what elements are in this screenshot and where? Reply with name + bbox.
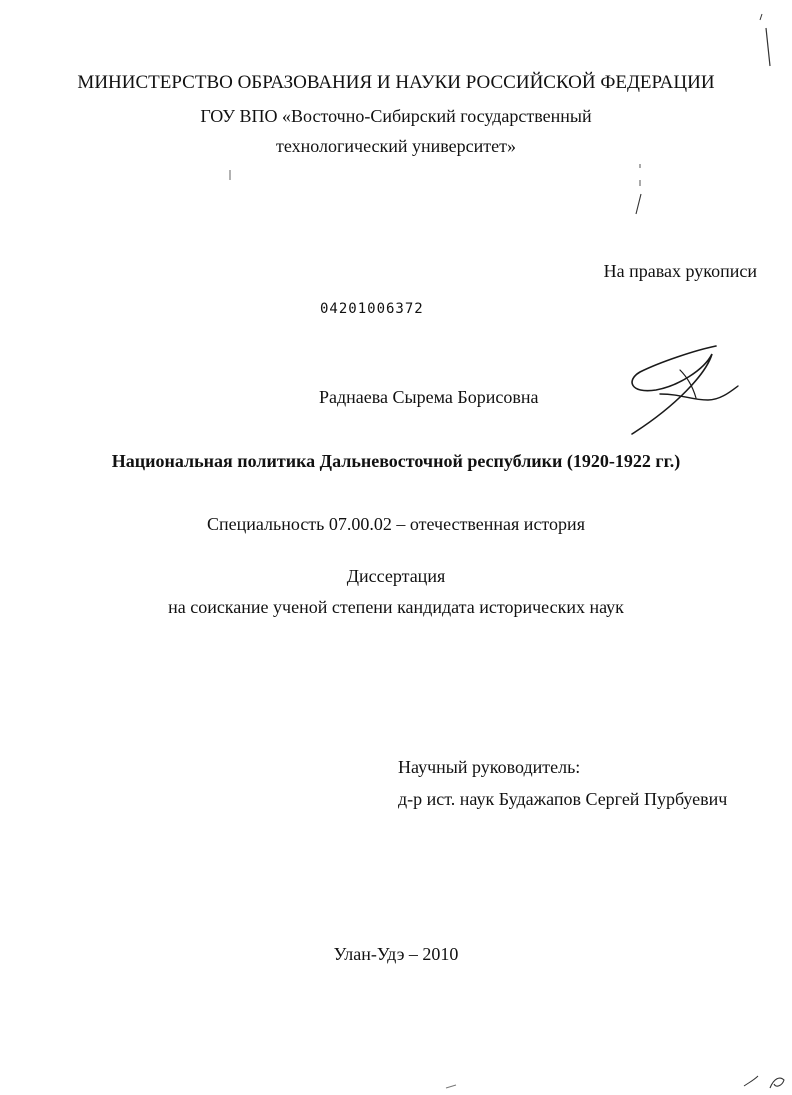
supervisor-label: Научный руководитель: — [398, 757, 581, 777]
scan-mark-top-right-icon — [752, 10, 782, 70]
ministry-heading: МИНИСТЕРСТВО ОБРАЗОВАНИЯ И НАУКИ РОССИЙСКОЙ ФЕДЕРАЦИИ — [77, 72, 715, 93]
work-type: Диссертация — [346, 566, 446, 586]
signature-image — [620, 340, 745, 440]
dissertation-title: Национальная политика Дальневосточной республики (1920-1922 гг.) — [111, 451, 681, 471]
supervisor-name: д-р ист. наук Будажапов Сергей Пурбуевич — [398, 789, 728, 809]
degree-statement: на соискание ученой степени кандидата исторических наук — [168, 597, 624, 617]
scan-mark-bottom-right-icon — [740, 1066, 792, 1094]
author-name: Раднаева Сырема Борисовна — [319, 387, 539, 407]
place-year: Улан-Удэ – 2010 — [333, 944, 459, 964]
scan-speck-left-icon — [226, 168, 234, 182]
scan-mark-mid-right-icon — [626, 160, 646, 220]
rights-notice: На правах рукописи — [603, 261, 757, 281]
catalog-number: 04201006372 — [320, 301, 424, 317]
scan-speck-bottom-icon — [444, 1082, 458, 1090]
university-line-2: технологический университет» — [276, 136, 516, 156]
university-line-1: ГОУ ВПО «Восточно-Сибирский государственный — [200, 106, 592, 126]
specialty: Специальность 07.00.02 – отечественная история — [207, 514, 585, 534]
